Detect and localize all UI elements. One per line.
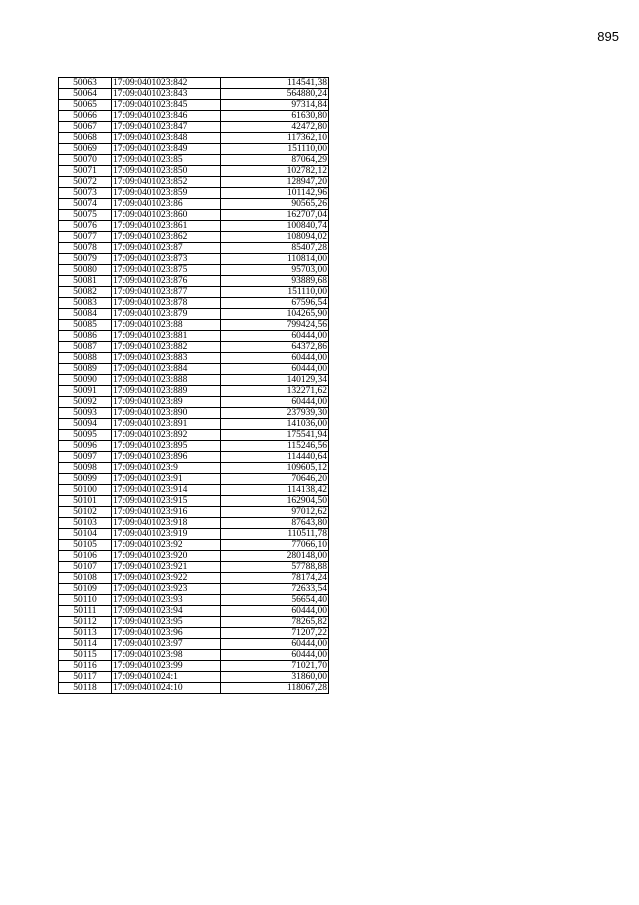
value-cell: 87643,80 [221,518,329,529]
cadastral-number-cell: 17:09:0401023:873 [112,254,221,265]
table-row [59,265,329,276]
row-number-cell: 50073 [59,188,112,199]
value-cell: 71021,70 [221,661,329,672]
value-cell: 87064,29 [221,155,329,166]
cadastral-number-cell: 17:09:0401023:896 [112,452,221,463]
table-row [59,595,329,606]
cadastral-number-cell: 17:09:0401023:850 [112,166,221,177]
cadastral-number-cell: 17:09:0401023:96 [112,628,221,639]
cadastral-number-cell: 17:09:0401023:891 [112,419,221,430]
table-row [59,375,329,386]
value-cell: 70646,20 [221,474,329,485]
row-number-cell: 50070 [59,155,112,166]
row-number-cell: 50084 [59,309,112,320]
table-row [59,485,329,496]
table-row [59,430,329,441]
value-cell: 31860,00 [221,672,329,683]
cadastral-number-cell: 17:09:0401023:879 [112,309,221,320]
row-number-cell: 50081 [59,276,112,287]
cadastral-number-cell: 17:09:0401023:94 [112,606,221,617]
row-number-cell: 50105 [59,540,112,551]
table-row [59,683,329,694]
row-number-cell: 50071 [59,166,112,177]
table-row [59,606,329,617]
row-number-cell: 50107 [59,562,112,573]
table-row [59,166,329,177]
cadastral-number-cell: 17:09:0401023:98 [112,650,221,661]
row-number-cell: 50092 [59,397,112,408]
row-number-cell: 50116 [59,661,112,672]
row-number-cell: 50099 [59,474,112,485]
table-body [59,78,329,694]
cadastral-number-cell: 17:09:0401023:843 [112,89,221,100]
cadastral-number-cell: 17:09:0401023:859 [112,188,221,199]
cadastral-number-cell: 17:09:0401023:878 [112,298,221,309]
table-row [59,111,329,122]
value-cell: 128947,20 [221,177,329,188]
value-cell: 110511,78 [221,529,329,540]
table-row [59,122,329,133]
table-row [59,133,329,144]
row-number-cell: 50113 [59,628,112,639]
cadastral-number-cell: 17:09:0401023:914 [112,485,221,496]
row-number-cell: 50083 [59,298,112,309]
row-number-cell: 50066 [59,111,112,122]
row-number-cell: 50078 [59,243,112,254]
cadastral-number-cell: 17:09:0401023:875 [112,265,221,276]
cadastral-number-cell: 17:09:0401023:87 [112,243,221,254]
row-number-cell: 50111 [59,606,112,617]
row-number-cell: 50087 [59,342,112,353]
cadastral-number-cell: 17:09:0401023:916 [112,507,221,518]
value-cell: 102782,12 [221,166,329,177]
table-row [59,397,329,408]
table-row [59,309,329,320]
row-number-cell: 50103 [59,518,112,529]
row-number-cell: 50109 [59,584,112,595]
table-row [59,78,329,89]
table-row [59,89,329,100]
value-cell: 97012,62 [221,507,329,518]
value-cell: 799424,56 [221,320,329,331]
value-cell: 162707,04 [221,210,329,221]
value-cell: 56654,40 [221,595,329,606]
cadastral-number-cell: 17:09:0401023:862 [112,232,221,243]
table-row [59,419,329,430]
table-row [59,661,329,672]
table-row [59,551,329,562]
table-row [59,364,329,375]
value-cell: 114138,42 [221,485,329,496]
cadastral-number-cell: 17:09:0401023:922 [112,573,221,584]
cadastral-number-cell: 17:09:0401023:849 [112,144,221,155]
row-number-cell: 50115 [59,650,112,661]
cadastral-number-cell: 17:09:0401023:883 [112,353,221,364]
cadastral-number-cell: 17:09:0401023:89 [112,397,221,408]
value-cell: 280148,00 [221,551,329,562]
cadastral-number-cell: 17:09:0401023:884 [112,364,221,375]
table-row [59,210,329,221]
table-row [59,617,329,628]
table-row [59,177,329,188]
row-number-cell: 50074 [59,199,112,210]
cadastral-number-cell: 17:09:0401023:860 [112,210,221,221]
cadastral-number-cell: 17:09:0401023:85 [112,155,221,166]
cadastral-number-cell: 17:09:0401023:847 [112,122,221,133]
cadastral-number-cell: 17:09:0401023:895 [112,441,221,452]
row-number-cell: 50089 [59,364,112,375]
value-cell: 60444,00 [221,353,329,364]
cadastral-number-cell: 17:09:0401023:88 [112,320,221,331]
table-row [59,287,329,298]
page-number: 895 [597,29,619,44]
value-cell: 78174,24 [221,573,329,584]
table-row [59,298,329,309]
cadastral-number-cell: 17:09:0401023:923 [112,584,221,595]
row-number-cell: 50075 [59,210,112,221]
value-cell: 101142,96 [221,188,329,199]
value-cell: 117362,10 [221,133,329,144]
table-row [59,155,329,166]
table-row [59,331,329,342]
cadastral-number-cell: 17:09:0401023:921 [112,562,221,573]
table-row [59,507,329,518]
value-cell: 60444,00 [221,639,329,650]
cadastral-number-cell: 17:09:0401023:95 [112,617,221,628]
value-cell: 97314,84 [221,100,329,111]
row-number-cell: 50086 [59,331,112,342]
table-row [59,386,329,397]
table-row [59,628,329,639]
value-cell: 118067,28 [221,683,329,694]
cadastral-number-cell: 17:09:0401023:876 [112,276,221,287]
cadastral-number-cell: 17:09:0401023:93 [112,595,221,606]
value-cell: 114440,64 [221,452,329,463]
value-cell: 93889,68 [221,276,329,287]
cadastral-number-cell: 17:09:0401023:91 [112,474,221,485]
row-number-cell: 50102 [59,507,112,518]
cadastral-number-cell: 17:09:0401023:881 [112,331,221,342]
cadastral-number-cell: 17:09:0401023:882 [112,342,221,353]
value-cell: 77066,10 [221,540,329,551]
row-number-cell: 50085 [59,320,112,331]
cadastral-number-cell: 17:09:0401023:915 [112,496,221,507]
row-number-cell: 50117 [59,672,112,683]
table-row [59,441,329,452]
row-number-cell: 50094 [59,419,112,430]
value-cell: 78265,82 [221,617,329,628]
row-number-cell: 50088 [59,353,112,364]
table-row [59,243,329,254]
cadastral-number-cell: 17:09:0401023:852 [112,177,221,188]
cadastral-number-cell: 17:09:0401023:86 [112,199,221,210]
cadastral-number-cell: 17:09:0401023:888 [112,375,221,386]
value-cell: 132271,62 [221,386,329,397]
cadastral-number-cell: 17:09:0401023:92 [112,540,221,551]
row-number-cell: 50118 [59,683,112,694]
row-number-cell: 50080 [59,265,112,276]
row-number-cell: 50065 [59,100,112,111]
table-row [59,408,329,419]
value-cell: 109605,12 [221,463,329,474]
row-number-cell: 50082 [59,287,112,298]
row-number-cell: 50090 [59,375,112,386]
value-cell: 60444,00 [221,606,329,617]
row-number-cell: 50098 [59,463,112,474]
row-number-cell: 50091 [59,386,112,397]
value-cell: 95703,00 [221,265,329,276]
cadastral-number-cell: 17:09:0401023:99 [112,661,221,672]
value-cell: 90565,26 [221,199,329,210]
row-number-cell: 50077 [59,232,112,243]
value-cell: 60444,00 [221,650,329,661]
cadastral-number-cell: 17:09:0401024:10 [112,683,221,694]
row-number-cell: 50114 [59,639,112,650]
value-cell: 72633,54 [221,584,329,595]
table-row [59,463,329,474]
table-row [59,496,329,507]
table-row [59,100,329,111]
row-number-cell: 50067 [59,122,112,133]
cadastral-number-cell: 17:09:0401023:848 [112,133,221,144]
cadastral-number-cell: 17:09:0401023:845 [112,100,221,111]
value-cell: 110814,00 [221,254,329,265]
row-number-cell: 50110 [59,595,112,606]
table-row [59,584,329,595]
cadastral-number-cell: 17:09:0401023:920 [112,551,221,562]
cadastral-number-cell: 17:09:0401023:877 [112,287,221,298]
value-cell: 564880,24 [221,89,329,100]
table-row [59,518,329,529]
table-row [59,353,329,364]
row-number-cell: 50095 [59,430,112,441]
value-cell: 104265,90 [221,309,329,320]
table-row [59,342,329,353]
table-row [59,529,329,540]
cadastral-number-cell: 17:09:0401024:1 [112,672,221,683]
cadastral-value-table [58,77,329,694]
table-row [59,199,329,210]
row-number-cell: 50079 [59,254,112,265]
row-number-cell: 50101 [59,496,112,507]
table-row [59,573,329,584]
value-cell: 64372,86 [221,342,329,353]
value-cell: 67596,54 [221,298,329,309]
cadastral-number-cell: 17:09:0401023:9 [112,463,221,474]
row-number-cell: 50063 [59,78,112,89]
row-number-cell: 50108 [59,573,112,584]
table-row [59,276,329,287]
table-row [59,672,329,683]
table-row [59,320,329,331]
value-cell: 61630,80 [221,111,329,122]
row-number-cell: 50097 [59,452,112,463]
value-cell: 151110,00 [221,287,329,298]
table-row [59,452,329,463]
value-cell: 115246,56 [221,441,329,452]
value-cell: 60444,00 [221,364,329,375]
table-row [59,474,329,485]
value-cell: 60444,00 [221,397,329,408]
cadastral-number-cell: 17:09:0401023:889 [112,386,221,397]
row-number-cell: 50106 [59,551,112,562]
value-cell: 162904,50 [221,496,329,507]
value-cell: 42472,80 [221,122,329,133]
cadastral-number-cell: 17:09:0401023:846 [112,111,221,122]
table-row [59,639,329,650]
row-number-cell: 50100 [59,485,112,496]
row-number-cell: 50093 [59,408,112,419]
cadastral-number-cell: 17:09:0401023:861 [112,221,221,232]
row-number-cell: 50072 [59,177,112,188]
table-row [59,144,329,155]
value-cell: 175541,94 [221,430,329,441]
value-cell: 140129,34 [221,375,329,386]
cadastral-number-cell: 17:09:0401023:892 [112,430,221,441]
table-row [59,232,329,243]
table-row [59,540,329,551]
value-cell: 237939,30 [221,408,329,419]
table-row [59,221,329,232]
row-number-cell: 50068 [59,133,112,144]
value-cell: 85407,28 [221,243,329,254]
cadastral-number-cell: 17:09:0401023:97 [112,639,221,650]
row-number-cell: 50104 [59,529,112,540]
value-cell: 60444,00 [221,331,329,342]
table-row [59,254,329,265]
cadastral-number-cell: 17:09:0401023:842 [112,78,221,89]
row-number-cell: 50069 [59,144,112,155]
row-number-cell: 50096 [59,441,112,452]
value-cell: 114541,38 [221,78,329,89]
value-cell: 57788,88 [221,562,329,573]
cadastral-number-cell: 17:09:0401023:890 [112,408,221,419]
table-row [59,188,329,199]
value-cell: 151110,00 [221,144,329,155]
cadastral-number-cell: 17:09:0401023:919 [112,529,221,540]
row-number-cell: 50064 [59,89,112,100]
table-row [59,650,329,661]
row-number-cell: 50076 [59,221,112,232]
cadastral-number-cell: 17:09:0401023:918 [112,518,221,529]
table-row [59,562,329,573]
value-cell: 100840,74 [221,221,329,232]
value-cell: 71207,22 [221,628,329,639]
row-number-cell: 50112 [59,617,112,628]
value-cell: 108094,02 [221,232,329,243]
value-cell: 141036,00 [221,419,329,430]
